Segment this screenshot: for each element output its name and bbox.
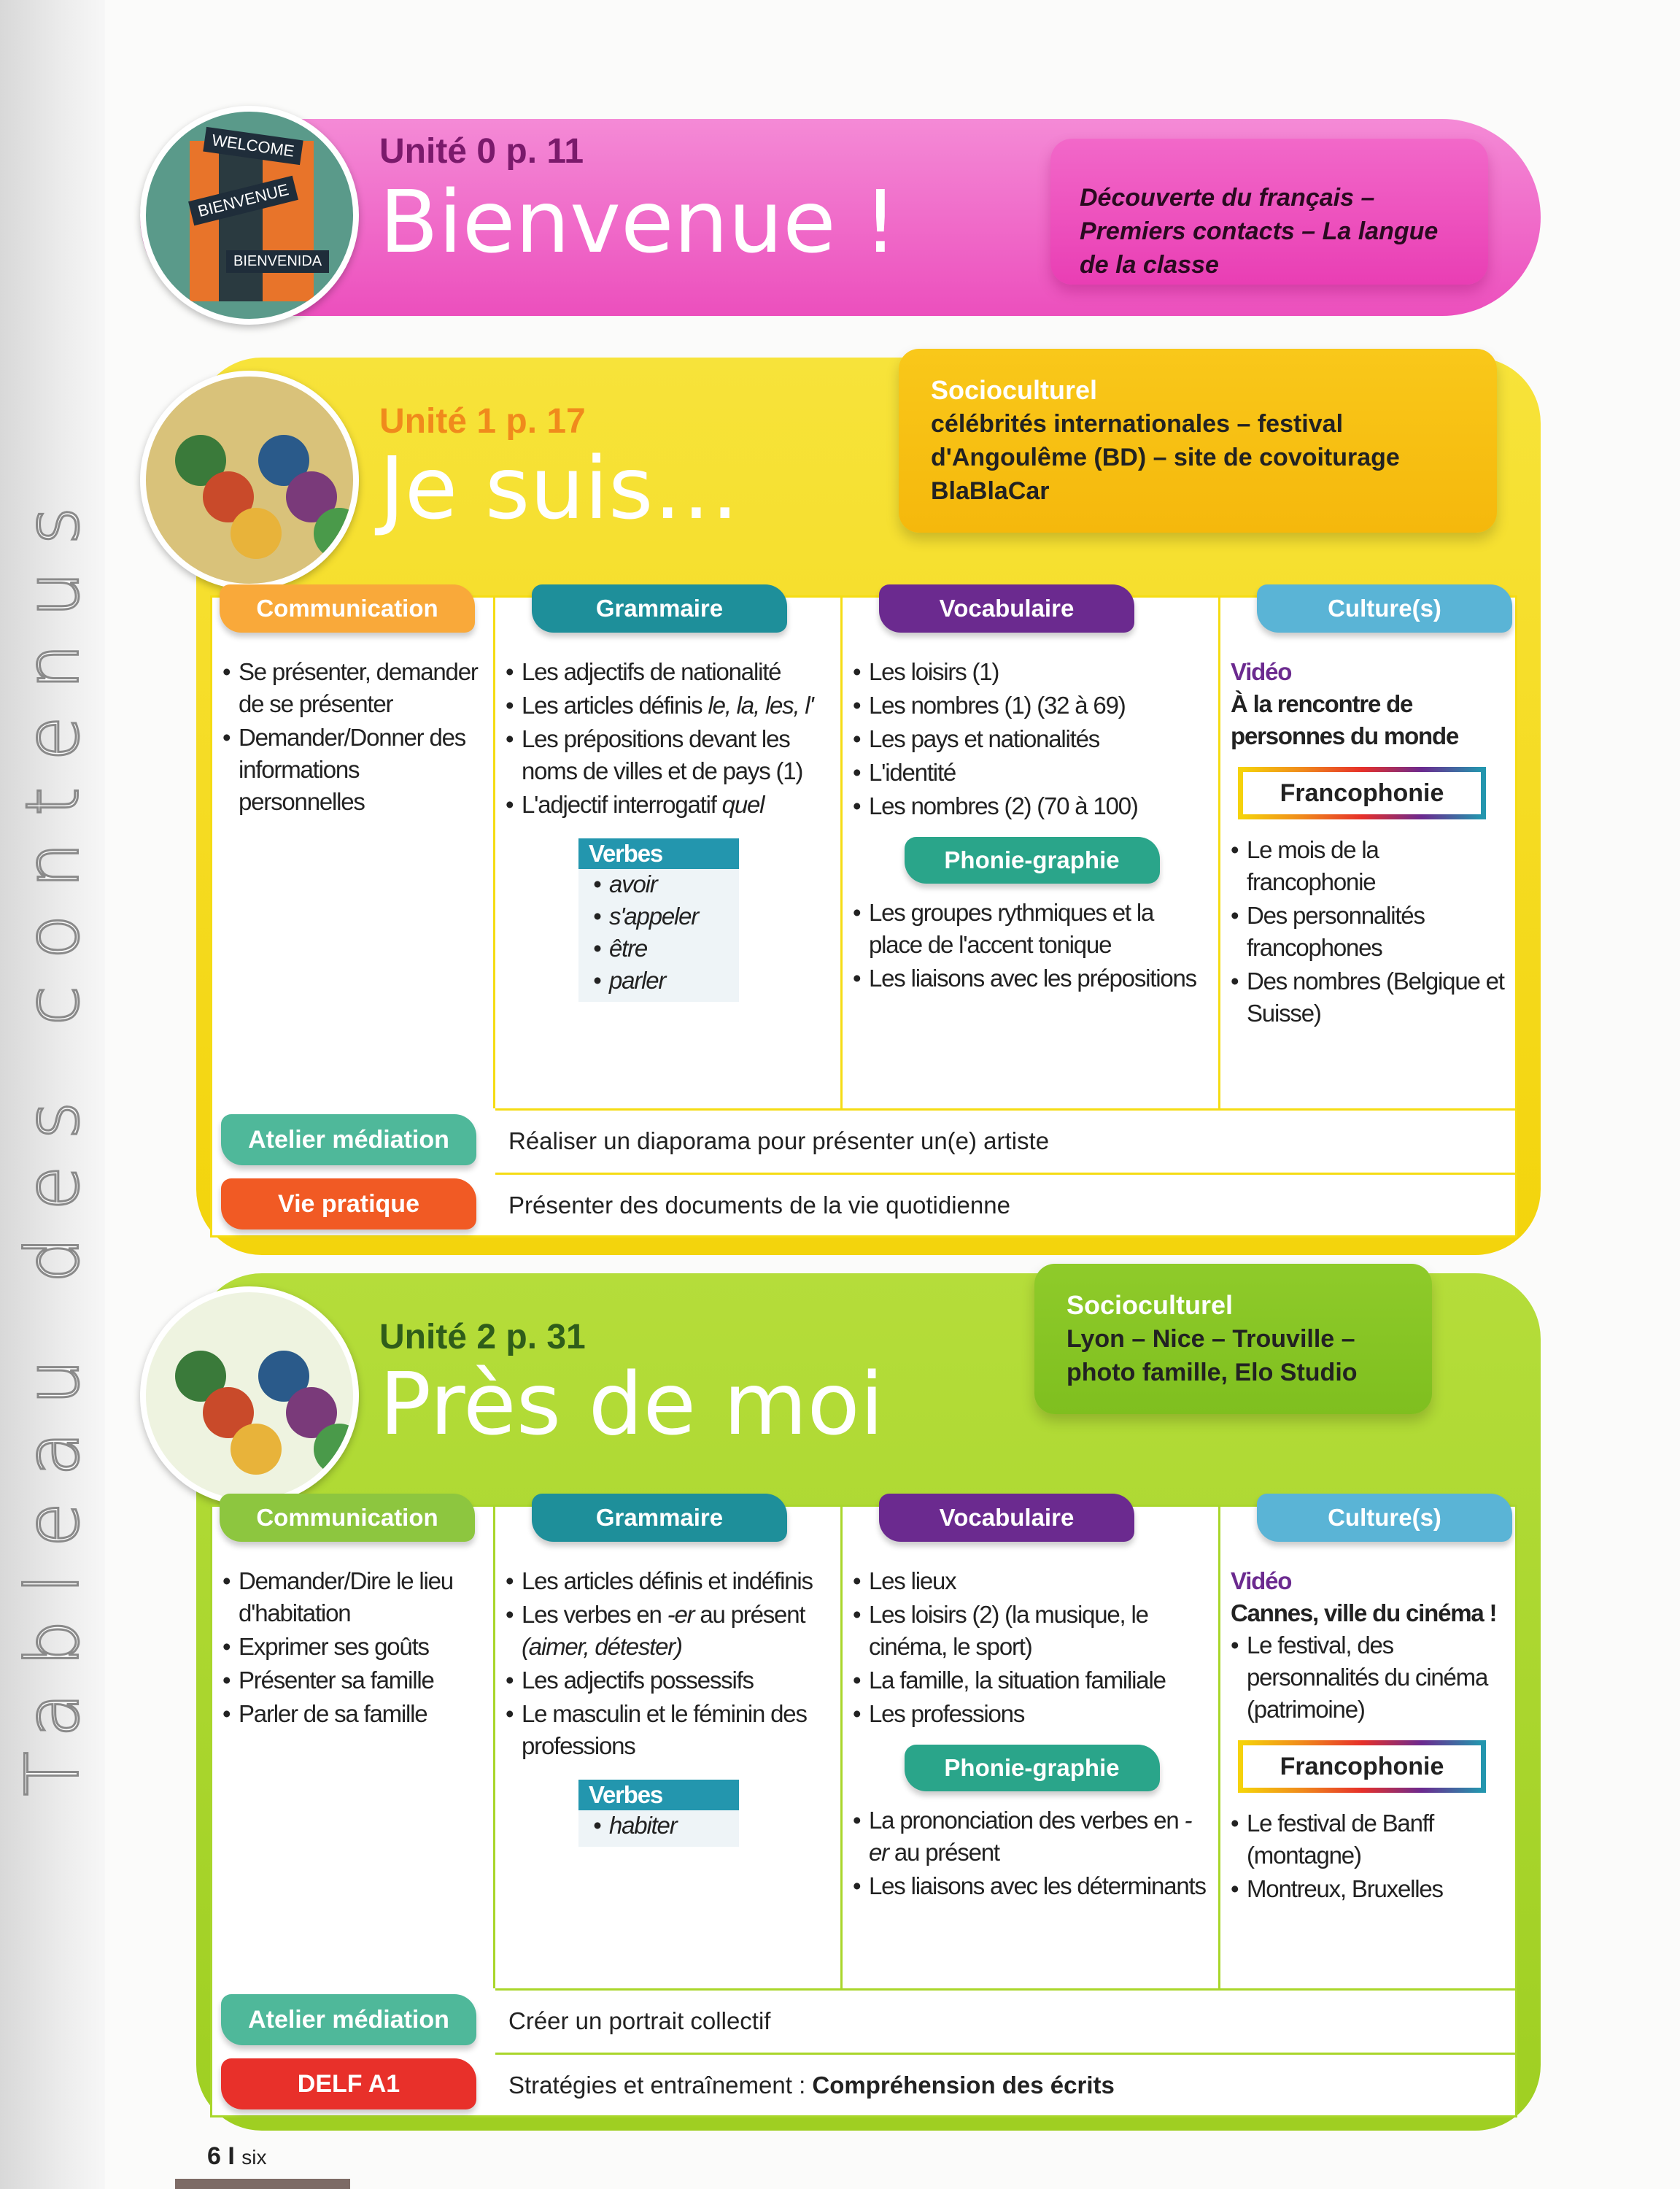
list-item: • Présenter sa famille	[222, 1664, 486, 1696]
video-label: Vidéo	[1231, 1567, 1292, 1594]
illustration-shape	[314, 508, 359, 559]
list-item	[506, 690, 833, 722]
list-item: • Des personnalités francophones	[1231, 900, 1512, 964]
list-item	[506, 1698, 833, 1762]
list-item: • Exprimer ses goûts	[222, 1631, 486, 1663]
list-item: • Se présenter, demander de se présenter	[222, 656, 486, 720]
text-segment: La prononciation des verbes en	[869, 1807, 1185, 1834]
tab-phonie-graphie: Phonie-graphie	[905, 837, 1160, 884]
list-item	[853, 962, 1211, 995]
row-tab: Vie pratique	[221, 1178, 476, 1229]
column-vocabulaire	[843, 595, 1220, 1108]
table-row-atelier	[495, 1108, 1515, 1171]
verbes-box	[578, 1780, 739, 1847]
column-culture	[1220, 595, 1520, 1108]
verb-item: • parler	[593, 965, 739, 996]
unit-label: Unité 2 p. 31	[379, 1318, 586, 1356]
francophonie-list	[1231, 1807, 1512, 1905]
tab-communication: Communication	[220, 1494, 475, 1542]
text-segment: Les adjectifs de nationalité	[522, 658, 781, 685]
text-segment: le, la, les, l'	[708, 692, 813, 719]
verbes-box	[578, 838, 739, 1002]
list-item: • L'identité	[853, 757, 1211, 789]
text-segment: -er	[667, 1601, 694, 1628]
text-segment: quel	[721, 791, 764, 818]
list-item: • Les loisirs (1)	[853, 656, 1211, 688]
row-tab: Atelier médiation	[221, 1114, 476, 1165]
sign-bienvenue: BIENVENUE	[188, 176, 298, 226]
text-segment: Présenter des documents de la vie quotidienne	[508, 1191, 1010, 1219]
footer-bar	[175, 2179, 350, 2189]
tab-grammaire: Grammaire	[532, 584, 787, 633]
tab-phonie-graphie: Phonie-graphie	[905, 1745, 1160, 1791]
table-row-atelier	[495, 1988, 1515, 2051]
list-item	[853, 897, 1211, 961]
tab-vocabulaire: Vocabulaire	[879, 1494, 1134, 1542]
content-table	[210, 1505, 1517, 2117]
phonie-list	[853, 897, 1211, 995]
column-culture	[1220, 1504, 1520, 1988]
socioculturel-box	[899, 349, 1497, 533]
tab-culture: Culture(s)	[1257, 584, 1512, 633]
francophonie-list	[1231, 834, 1512, 1030]
sign-bienvenida: BIENVENIDA	[226, 250, 329, 273]
page-word: six	[241, 2146, 267, 2169]
text-segment: Les groupes rythmiques et la place de l'accent tonique	[869, 899, 1154, 958]
text-segment: Les articles définis	[522, 692, 708, 719]
text-segment: Le masculin et le féminin des professions	[522, 1700, 807, 1759]
text-segment: -er	[869, 1807, 1192, 1866]
list-item: • Demander/Donner des informations personnelles	[222, 722, 486, 818]
text-segment: Réaliser un diaporama pour présenter un(e) artiste	[508, 1127, 1050, 1154]
list-item	[506, 723, 833, 787]
text-segment: au présent	[888, 1839, 999, 1866]
tab-francophonie: Francophonie	[1238, 767, 1486, 819]
text-segment: Compréhension des écrits	[812, 2071, 1115, 2099]
verbes-list	[578, 1810, 739, 1841]
sign-welcome: WELCOME	[203, 127, 303, 165]
unit0-label: Unité 0 p. 11	[379, 132, 584, 171]
list-item	[506, 1565, 833, 1597]
tab-culture: Culture(s)	[1257, 1494, 1512, 1542]
communication-list	[222, 656, 486, 818]
phonie-list	[853, 1804, 1211, 1902]
column-grammaire	[495, 1504, 843, 1988]
column-grammaire	[495, 595, 843, 1108]
socioculturel-text: Lyon – Nice – Trouville – photo famille, Elo Studio	[1067, 1325, 1358, 1386]
table-row-extra	[495, 1173, 1515, 1235]
vocabulaire-list	[853, 1565, 1211, 1730]
video-label: Vidéo	[1231, 658, 1292, 685]
verb-item: • avoir	[593, 869, 739, 900]
list-item: • Les nombres (1) (32 à 69)	[853, 690, 1211, 722]
list-item: • Le festival, des personnalités du cinéma (patrimoine)	[1231, 1629, 1512, 1726]
communication-list	[222, 1565, 486, 1730]
page-footer	[207, 2142, 267, 2171]
column-vocabulaire	[843, 1504, 1220, 1988]
tab-communication: Communication	[220, 584, 475, 633]
list-item	[506, 789, 833, 821]
video-title: À la rencontre de personnes du monde	[1231, 690, 1459, 749]
unit0-title: Bienvenue !	[379, 171, 898, 272]
list-item	[506, 1599, 833, 1663]
row-tab: Atelier médiation	[221, 1994, 476, 2045]
column-communication	[212, 1504, 495, 1988]
verb-item: • s'appeler	[593, 901, 739, 932]
text-segment: Les liaisons avec les prépositions	[869, 965, 1196, 992]
text-segment: (aimer, détester)	[522, 1633, 682, 1660]
verb-item: • être	[593, 933, 739, 964]
list-item: • Montreux, Bruxelles	[1231, 1873, 1512, 1905]
list-item	[853, 1870, 1211, 1902]
grammaire-list	[506, 1565, 833, 1762]
content-table	[210, 595, 1517, 1238]
verb-item: • habiter	[593, 1810, 739, 1841]
verbes-heading: Verbes	[578, 1780, 739, 1810]
list-item: • Parler de sa famille	[222, 1698, 486, 1730]
socioculturel-text: célébrités internationales – festival d'Angoulême (BD) – site de covoiturage BlaBlaCar	[931, 410, 1400, 505]
verbes-heading: Verbes	[578, 838, 739, 869]
illustration-shape	[314, 1424, 359, 1475]
text-segment: au présent	[694, 1601, 805, 1628]
grammaire-list	[506, 656, 833, 821]
illustration-shape	[231, 1424, 282, 1475]
table-row-extra	[495, 2053, 1515, 2115]
row-tab: DELF A1	[221, 2058, 476, 2109]
text-segment: Les adjectifs possessifs	[522, 1667, 754, 1694]
text-segment: Les articles définis et indéfinis	[522, 1567, 813, 1594]
illustration-shape	[219, 141, 263, 301]
list-item: • Les lieux	[853, 1565, 1211, 1597]
text-segment: Les prépositions devant les noms de villes et de pays (1)	[522, 725, 803, 784]
text-segment: Créer un portrait collectif	[508, 2007, 771, 2034]
video-title: Cannes, ville du cinéma !	[1231, 1599, 1497, 1626]
list-item: • Les pays et nationalités	[853, 723, 1211, 755]
list-item	[506, 1664, 833, 1696]
verbes-list	[578, 869, 739, 996]
unit-title: Je suis…	[379, 438, 740, 538]
illustration-shape	[231, 508, 282, 559]
tab-grammaire: Grammaire	[532, 1494, 787, 1542]
list-item: • Le mois de la francophonie	[1231, 834, 1512, 898]
vocabulaire-list	[853, 656, 1211, 822]
list-item: • Demander/Dire le lieu d'habitation	[222, 1565, 486, 1629]
unit-label: Unité 1 p. 17	[379, 402, 586, 441]
socioculturel-box	[1034, 1264, 1432, 1414]
list-item	[853, 1804, 1211, 1869]
unit-title: Près de moi	[379, 1354, 884, 1454]
video-list	[1231, 1629, 1512, 1726]
list-item: • Des nombres (Belgique et Suisse)	[1231, 965, 1512, 1030]
unit-illustration	[140, 371, 359, 590]
list-item	[506, 656, 833, 688]
tab-vocabulaire: Vocabulaire	[879, 584, 1134, 633]
list-item: • Le festival de Banff (montagne)	[1231, 1807, 1512, 1872]
text-segment: Les verbes en	[522, 1601, 667, 1628]
unit0-illustration	[140, 106, 359, 325]
unit0-summary: Découverte du français – Premiers contacts – La langue de la classe	[1050, 139, 1488, 285]
text-segment: Stratégies et entraînement :	[508, 2071, 813, 2099]
unit-illustration	[140, 1286, 359, 1505]
tab-francophonie: Francophonie	[1238, 1740, 1486, 1793]
list-item: • Les nombres (2) (70 à 100)	[853, 790, 1211, 822]
column-communication	[212, 595, 495, 1108]
page-number: 6	[207, 2142, 221, 2170]
page-separator: I	[228, 2142, 235, 2170]
list-item: • Les loisirs (2) (la musique, le cinéma, le sport)	[853, 1599, 1211, 1663]
text-segment: L'adjectif interrogatif	[522, 791, 722, 818]
list-item: • Les professions	[853, 1698, 1211, 1730]
text-segment: Les liaisons avec les déterminants	[869, 1872, 1206, 1899]
list-item: • La famille, la situation familiale	[853, 1664, 1211, 1696]
socioculturel-heading: Socioculturel	[1067, 1290, 1234, 1320]
socioculturel-heading: Socioculturel	[931, 375, 1098, 405]
side-title: Tableau des contenus	[9, 480, 96, 1796]
